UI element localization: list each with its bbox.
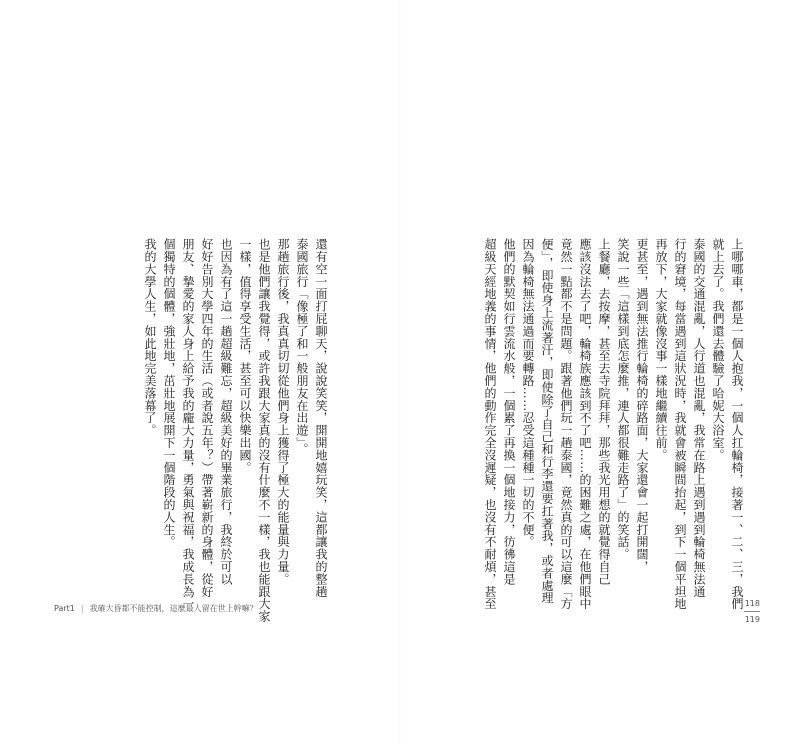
text-line: 上哪哪車，都是一個人抱我，一個人扛輪椅，接著一、二、三，我們: [730, 238, 744, 610]
text-line: 行的窘境，每當遇到這狀況時，我就會被瞬間抬起，到下一個平坦地: [673, 238, 687, 610]
right-page-text: [470, 238, 746, 610]
text-line: 超級天經地義的事情，他們的動作完全沒遲疑，也沒有不耐煩，甚至: [483, 238, 497, 610]
page-numbers: [744, 598, 760, 625]
text-line: 再放下，大家就像沒事一樣地繼續往前。: [654, 238, 668, 462]
text-line: 也因為有了這一趟超級難忘，超級美好的畢業旅行，我終於可以: [219, 238, 233, 586]
page-number-left: 118: [744, 599, 760, 608]
text-line: 就上去了。我們還去體驗了哈妮大浴室。: [711, 238, 725, 462]
text-line: 個獨特的個體，強壯地，茁壯地展開下一個階段的人生。: [162, 238, 176, 548]
text-line: 也是他們讓我覺得，或許我跟大家真的沒有什麼不一樣，我也能跟大家: [257, 238, 271, 623]
text-line: 應該沒法去了吧，輪椅族應該到不了吧……的困難之處，在他們眼中: [578, 238, 592, 610]
text-line: 朋友、摯愛的家人身上給予我的龐大力量，勇氣與祝福，我成長為一: [181, 238, 195, 610]
text-line: 竟然一點都不是問題。跟著他們玩一趟泰國，竟然真的可以這麼「方: [559, 238, 573, 610]
text-line: 我的大學人生，如此地完美落幕了。: [143, 238, 157, 437]
page-number-right: 119: [744, 615, 760, 624]
running-footer: [54, 603, 258, 614]
text-line: 笑說一些「這樣到底怎麼推，連人都很難走路了」的笑話。: [616, 238, 630, 561]
text-line: 上餐廳，去按摩，甚至去寺院拜拜，那些我光用想的就覺得自己: [597, 238, 611, 586]
text-line: 泰國的交通混亂，人行道也混亂，我常在路上遇到遇到輪椅無法通: [692, 238, 706, 598]
text-line: 因為輪椅無法通過而要轉路……忍受這種種一切的不便。: [521, 238, 535, 548]
text-line: 更甚至，遇到無法推行輪椅的碎路面，大家還會一起打開闊，: [635, 238, 649, 573]
text-line: 便」，即使身上流著汗，即使除了自己和行李還要扛著我，或者處理: [540, 238, 554, 604]
footer-separator: |: [80, 604, 84, 613]
page-gutter: [399, 0, 401, 744]
text-line: 一樣，值得享受生活，甚至可以快樂出國。: [238, 238, 252, 474]
page-number-divider: [744, 611, 760, 612]
text-line: 泰國旅行「像極了和一般朋友在出遊」。: [295, 238, 309, 456]
chapter-title: 我確大昏都不能控制，這麼最人留在世上幹嘛？: [89, 604, 258, 613]
text-line: 好好告別大學四年的生活（或者說五年？）帶著嶄新的身體，從好: [200, 238, 214, 598]
part-label: Part1: [54, 604, 75, 613]
text-line: 還有空一面打屁聊天，說說笑笑，開開地嬉玩笑，這都讓我的整趟: [314, 238, 328, 598]
text-line: 那趟旅行後，我真真切切從他們身上獲得了極大的能量與力量。: [276, 238, 290, 586]
text-line: 他們的默契如行雲流水般，一個累了再換一個地接力，彷彿這是: [502, 238, 516, 586]
